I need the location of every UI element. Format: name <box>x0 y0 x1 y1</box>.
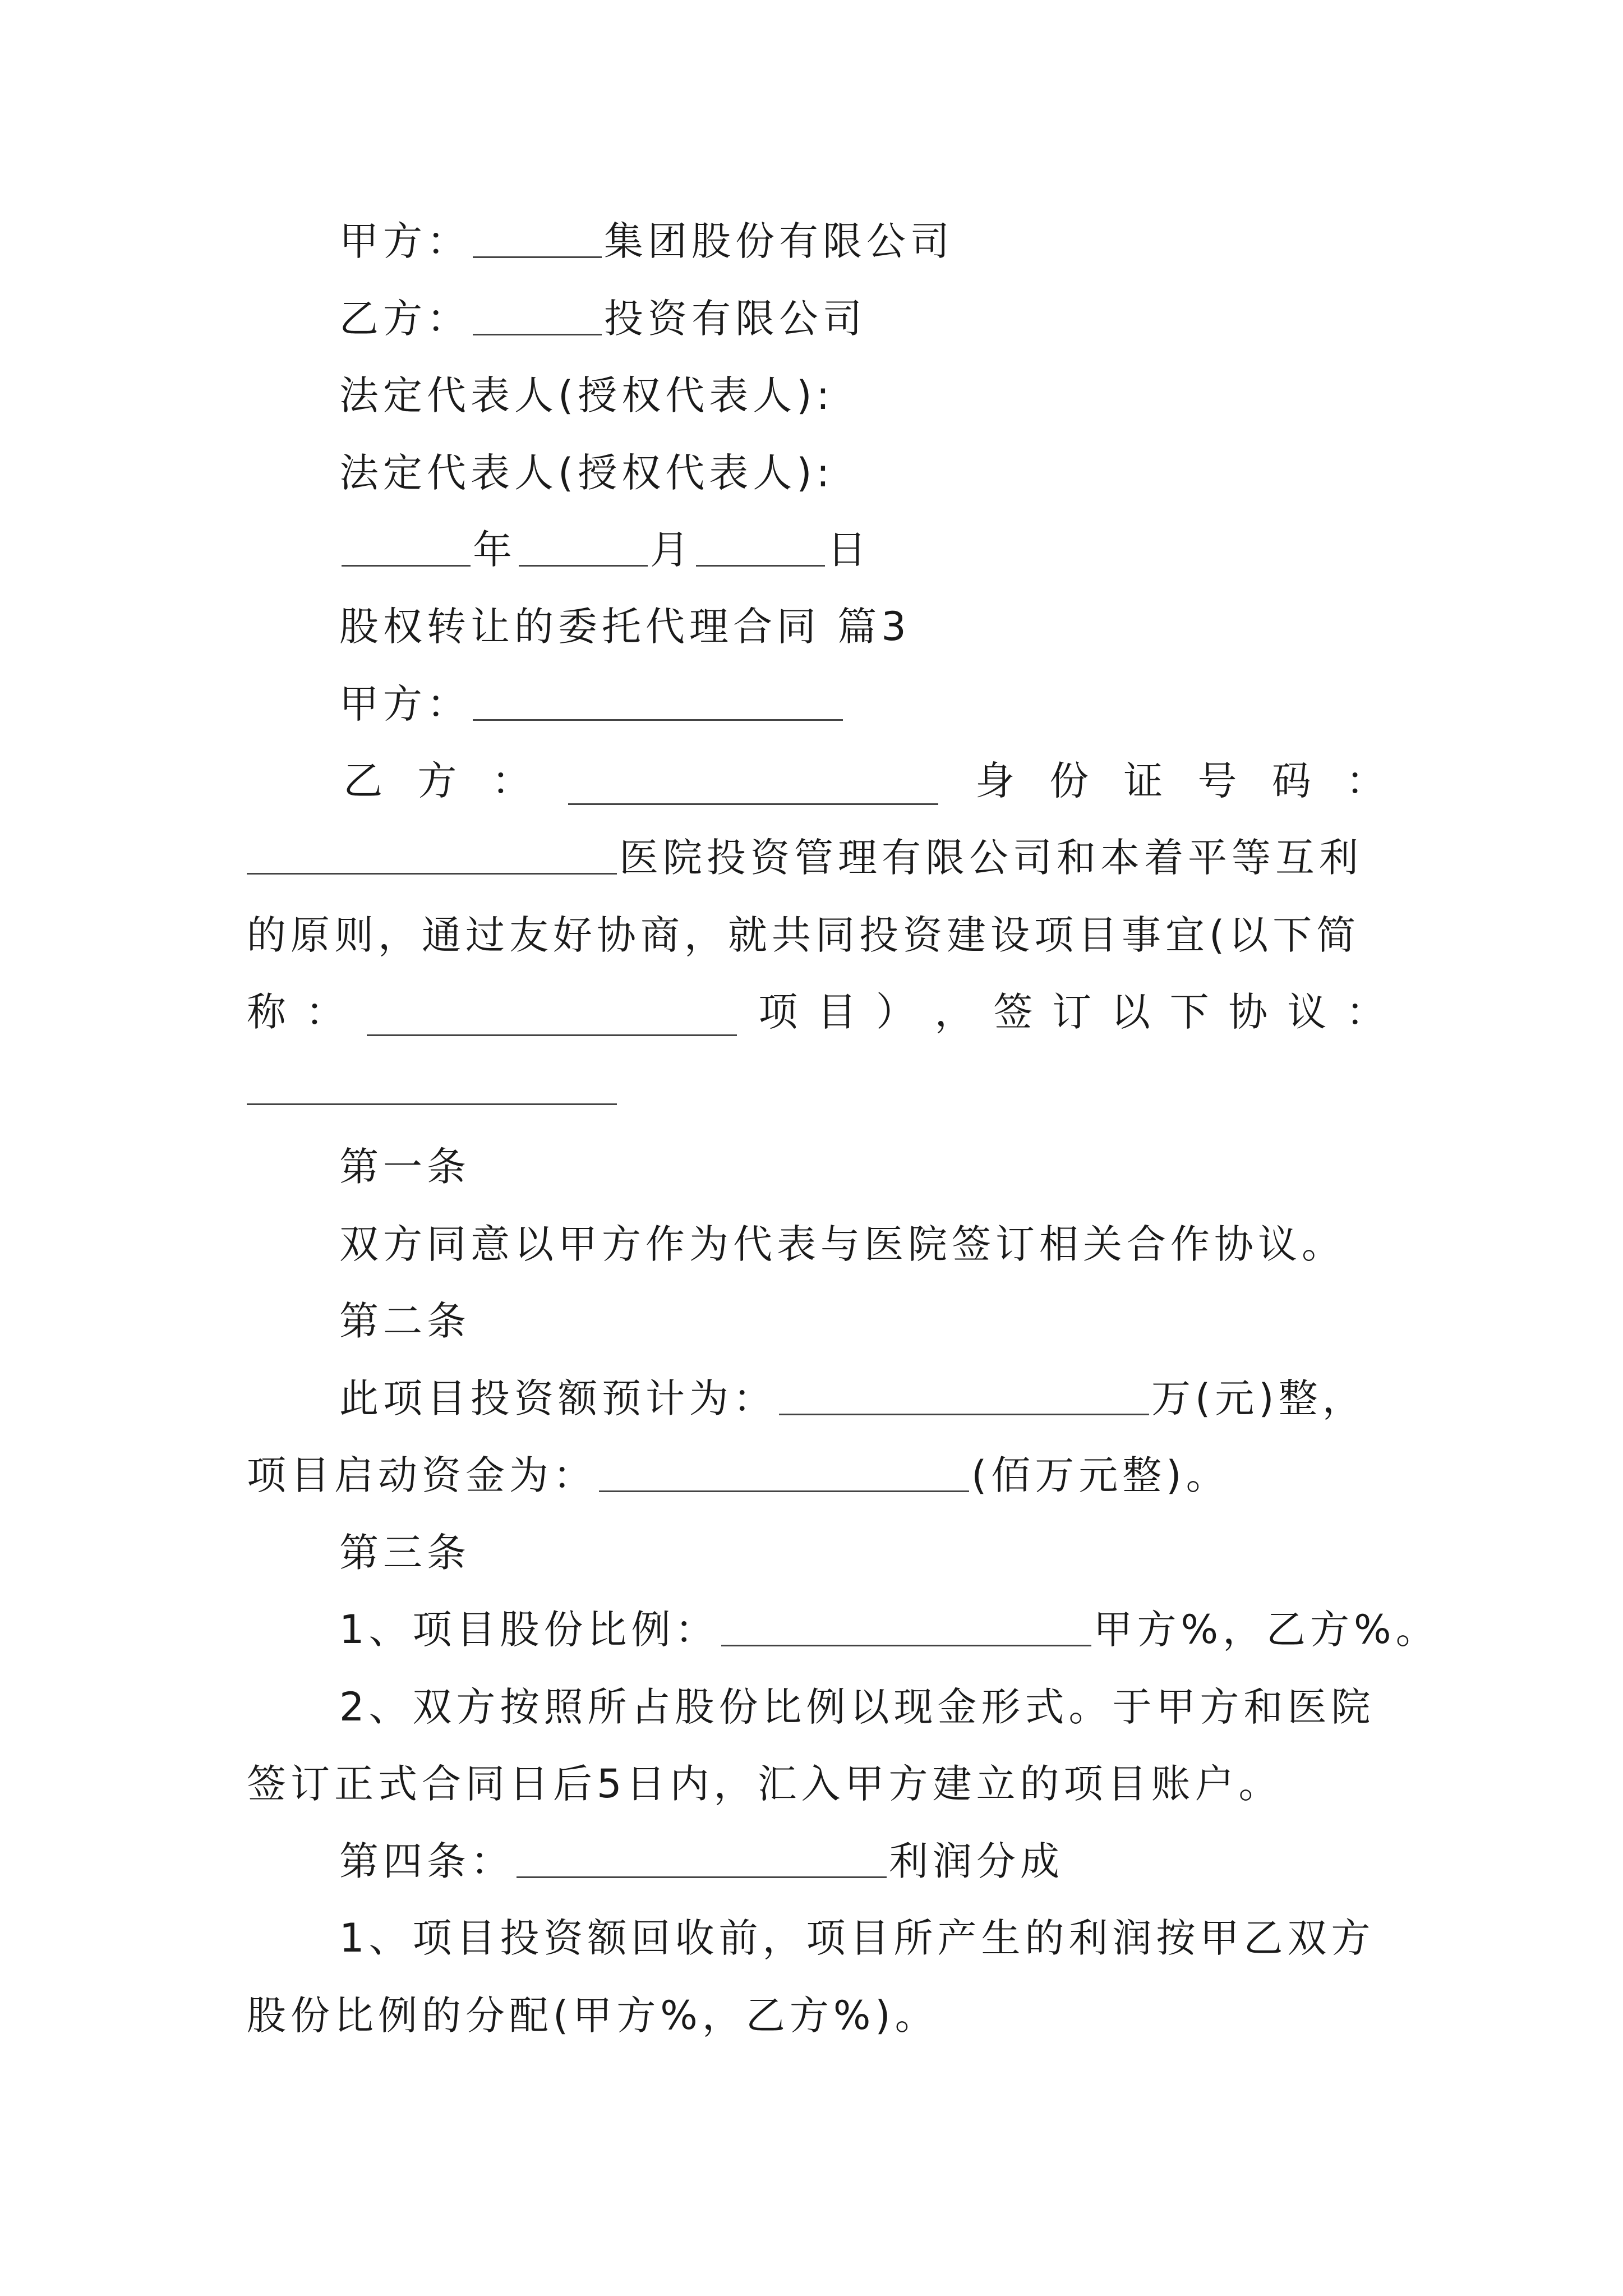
article-3-title: 第三条 <box>339 1530 471 1576</box>
blank-field <box>473 680 843 721</box>
article-text: 项目启动资金为： <box>247 1452 597 1498</box>
char: 签 <box>993 989 1033 1035</box>
party-a-label: 甲方： <box>339 218 471 264</box>
blank-day <box>696 526 825 567</box>
article-2-line-2 <box>0 1447 1623 1503</box>
char: ： <box>1345 758 1385 804</box>
paragraph-line <box>0 1060 1623 1116</box>
blank-field <box>247 834 617 875</box>
party-b-line <box>0 291 1623 347</box>
legal-rep-line-1: 法定代表人(授权代表人): <box>339 372 834 418</box>
char: 协 <box>1228 989 1268 1035</box>
party-b-id-line <box>247 753 1385 809</box>
party-a-company: 集团股份有限公司 <box>604 218 954 264</box>
party-a-line <box>0 213 1623 269</box>
article-text: (佰万元整)。 <box>971 1452 1230 1498</box>
article-1-title: 第一条 <box>339 1144 471 1190</box>
article-4-p1-line-1: 1、项目投资额回收前，项目所产生的利润按甲乙双方 <box>339 1915 1375 1961</box>
paragraph-line <box>0 830 1623 886</box>
char: ， <box>934 989 974 1035</box>
article-1-text: 双方同意以甲方作为代表与医院签订相关合作协议。 <box>339 1221 1345 1267</box>
date-line <box>0 522 1623 578</box>
article-text: 利润分成 <box>889 1838 1064 1884</box>
char: 份 <box>1049 758 1089 804</box>
char: 乙 <box>343 758 383 804</box>
char: ： <box>305 989 345 1035</box>
char: 身 <box>975 758 1015 804</box>
char: 以 <box>1110 989 1150 1035</box>
article-2-line-1 <box>0 1370 1623 1427</box>
day-label: 日 <box>827 527 871 573</box>
article-3-p2-line-2: 签订正式合同日后5日内，汇入甲方建立的项目账户。 <box>247 1761 1283 1807</box>
char: 码 <box>1271 758 1311 804</box>
char: 议 <box>1287 989 1327 1035</box>
char: ： <box>491 758 531 804</box>
article-2-title: 第二条 <box>339 1298 471 1344</box>
blank-field <box>517 1837 887 1878</box>
blank-field <box>599 1451 969 1492</box>
party-a-label: 甲方： <box>339 681 471 727</box>
blank-field <box>247 1064 617 1105</box>
paragraph-line: 的原则，通过友好协商，就共同投资建设项目事宜(以下简 <box>247 912 1361 958</box>
blank-field <box>367 995 737 1036</box>
article-3-p2-line-1: 2、双方按照所占股份比例以现金形式。于甲方和医院 <box>339 1684 1375 1730</box>
blank-month <box>519 526 648 567</box>
blank-field <box>568 764 938 805</box>
article-text: 甲方%，乙方%。 <box>1093 1607 1440 1653</box>
char: 项 <box>758 989 798 1035</box>
year-label: 年 <box>473 527 517 573</box>
article-text: 第四条： <box>339 1838 514 1884</box>
char: ） <box>875 989 915 1035</box>
blank-field <box>473 217 602 258</box>
blank-field <box>721 1605 1091 1646</box>
party-b-company: 投资有限公司 <box>604 296 866 342</box>
article-text: 万(元)整， <box>1151 1375 1366 1421</box>
paragraph-justified-line <box>247 984 1385 1040</box>
char: 方 <box>417 758 457 804</box>
char: ： <box>1345 989 1385 1035</box>
char: 下 <box>1169 989 1209 1035</box>
char: 证 <box>1123 758 1163 804</box>
article-4-p1-line-2: 股份比例的分配(甲方%，乙方%)。 <box>247 1993 939 2039</box>
char: 订 <box>1052 989 1092 1035</box>
char: 号 <box>1197 758 1237 804</box>
article-3-p1 <box>0 1602 1623 1658</box>
paragraph-text: 医院投资管理有限公司和本着平等互利 <box>619 835 1363 881</box>
char: 目 <box>817 989 857 1035</box>
party-b-label: 乙方： <box>339 296 471 342</box>
month-label: 月 <box>650 527 694 573</box>
legal-rep-line-2: 法定代表人(授权代表人): <box>339 450 834 496</box>
article-4-title <box>0 1833 1623 1889</box>
article-text: 此项目投资额预计为： <box>339 1375 777 1421</box>
blank-field <box>779 1374 1149 1415</box>
party-a-line-2 <box>0 676 1623 732</box>
blank-year <box>342 526 471 567</box>
blank-field <box>473 295 602 335</box>
char: 称 <box>247 989 286 1035</box>
section-heading: 股权转让的委托代理合同 篇3 <box>339 604 911 650</box>
article-text: 1、项目股份比例： <box>339 1607 719 1653</box>
